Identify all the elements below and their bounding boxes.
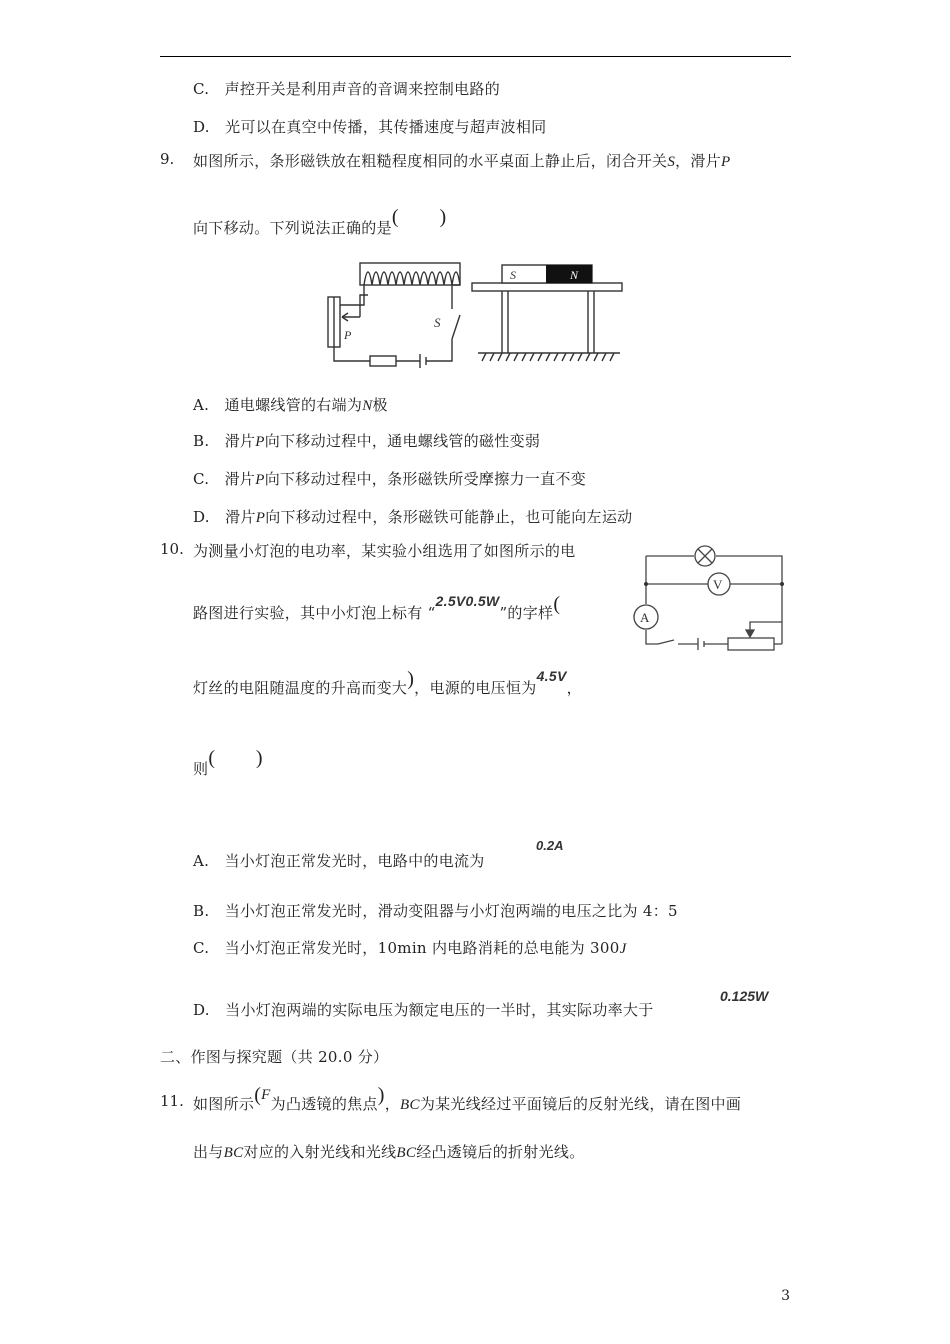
q9-option-c-text2: 向下移动过程中，条形磁铁所受摩擦力一直不变 <box>264 470 586 488</box>
q9-option-c-var: P <box>255 472 265 488</box>
magnet-n-pole <box>546 265 592 283</box>
q11-paren-open: ( <box>254 1084 262 1106</box>
q9-option-b-var: P <box>255 434 265 450</box>
q11-stem-text-a: 如图所示 <box>193 1095 255 1113</box>
q9-option-b <box>193 430 540 451</box>
q9-stem-text-2: 向下移动。下列说法正确的是 <box>193 219 392 237</box>
q10-option-c-text: C. 当小灯泡正常发光时，10min 内电路消耗的总电能为 300 <box>193 939 620 957</box>
q11-stem-line2 <box>193 1141 585 1162</box>
q10-stem-text-2b: ”的字样 <box>499 604 554 622</box>
ammeter-label: A <box>640 610 650 625</box>
q11-stem-text-d: 为某光线经过平面镜后的反射光线，请在图中画 <box>419 1095 742 1113</box>
q9-option-a-text2: 极 <box>372 396 388 414</box>
header-rule <box>160 56 791 57</box>
q11-var-f: F <box>261 1087 271 1103</box>
q9-option-a-var: N <box>362 398 373 414</box>
q11-var-bc: BC <box>400 1097 420 1113</box>
q9-option-d-text2: 向下移动过程中，条形磁铁可能静止，也可能向左运动 <box>265 508 633 526</box>
q9-option-b-text: B. 滑片 <box>193 432 256 450</box>
q8-option-d: D. 光可以在真空中传播，其传播速度与超声波相同 <box>193 118 547 136</box>
q9-option-b-text2: 向下移动过程中，通电螺线管的磁性变弱 <box>264 432 541 450</box>
q9-option-d-text: D. 滑片 <box>193 508 256 526</box>
q8-option-c: C. 声控开关是利用声音的音调来控制电路的 <box>193 80 501 98</box>
q9-answer-paren: ( ) <box>391 206 447 228</box>
q10-option-a: A. 当小灯泡正常发光时，电路中的电流为 <box>193 852 485 870</box>
q10-number: 10. <box>160 540 184 558</box>
q10-answer-paren: ( ) <box>208 747 263 769</box>
q10-option-a-value: 0.2A <box>536 838 564 853</box>
q10-paren-close: ) <box>407 668 415 690</box>
q9-stem-line2 <box>193 206 447 239</box>
slider-p-label: P <box>344 328 352 342</box>
q11-var-bc-2: BC <box>223 1145 244 1161</box>
q9-option-a-text: A. 通电螺线管的右端为 <box>193 396 363 414</box>
q9-option-a <box>193 394 388 415</box>
q11-stem-text-2b: 对应的入射光线和光线 <box>243 1143 397 1161</box>
q9-stem-text-b: ，滑片 <box>675 152 722 170</box>
q10-source-voltage: 4.5V <box>536 668 567 684</box>
q9-var-p: P <box>721 154 731 170</box>
q10-option-c-unit: J <box>619 941 627 957</box>
q11-stem-text-b: 为凸透镜的焦点 <box>270 1095 378 1113</box>
magnet-s-label: S <box>510 268 516 282</box>
q11-stem-line1 <box>193 1084 742 1115</box>
magnet-n-label: N <box>570 268 579 282</box>
q10-figure <box>628 540 798 658</box>
switch-s-label: S <box>434 315 441 330</box>
q9-option-d-var: P <box>255 510 266 526</box>
q10-stem-text-4: 则 <box>193 760 209 778</box>
q10-stem-line1: 为测量小灯泡的电功率，某实验小组选用了如图所示的电 <box>193 542 576 560</box>
q10-stem-line2 <box>193 593 561 624</box>
q9-stem-text-a: 如图所示，条形磁铁放在粗糙程度相同的水平桌面上静止后，闭合开关 <box>193 152 668 170</box>
voltmeter-label: V <box>713 577 723 592</box>
q10-option-c <box>193 937 627 958</box>
q10-stem-text-3a: 灯丝的电阻随温度的升高而变大 <box>193 679 408 697</box>
q10-stem-line4 <box>193 747 263 780</box>
q11-stem-text-2c: 经凸透镜后的折射光线。 <box>416 1143 585 1161</box>
q9-option-d <box>193 506 632 527</box>
page-number: 3 <box>781 1288 790 1304</box>
q9-option-c-text: C. 滑片 <box>193 470 256 488</box>
q9-number: 9. <box>160 150 175 168</box>
q10-stem-text-2a: 路图进行实验，其中小灯泡上标有 “ <box>193 604 436 622</box>
q10-stem-text-3b: ，电源的电压恒为 <box>414 679 537 697</box>
q10-option-d: D. 当小灯泡两端的实际电压为额定电压的一半时，其实际功率大于 <box>193 1001 654 1019</box>
q10-stem-text-3c: ， <box>566 679 582 697</box>
q9-figure <box>320 255 630 370</box>
q11-paren-close: ) <box>377 1084 385 1106</box>
q11-stem-text-c: ， <box>384 1095 401 1113</box>
q11-stem-text-2a: 出与 <box>193 1143 224 1161</box>
section-2-title: 二、作图与探究题（共 20.0 分） <box>160 1048 389 1066</box>
q10-lamp-rating: 2.5V0.5W <box>435 593 500 609</box>
q10-stem-line3 <box>193 668 582 699</box>
q11-number: 11. <box>160 1092 184 1110</box>
q10-paren-open: ( <box>553 593 561 615</box>
q10-option-d-value: 0.125W <box>720 988 769 1004</box>
q11-var-bc-3: BC <box>396 1145 417 1161</box>
q9-option-c <box>193 468 586 489</box>
q10-option-b: B. 当小灯泡正常发光时，滑动变阻器与小灯泡两端的电压之比为 4：5 <box>193 902 678 920</box>
q9-stem-line1 <box>193 150 731 171</box>
q9-var-s: S <box>667 154 676 170</box>
